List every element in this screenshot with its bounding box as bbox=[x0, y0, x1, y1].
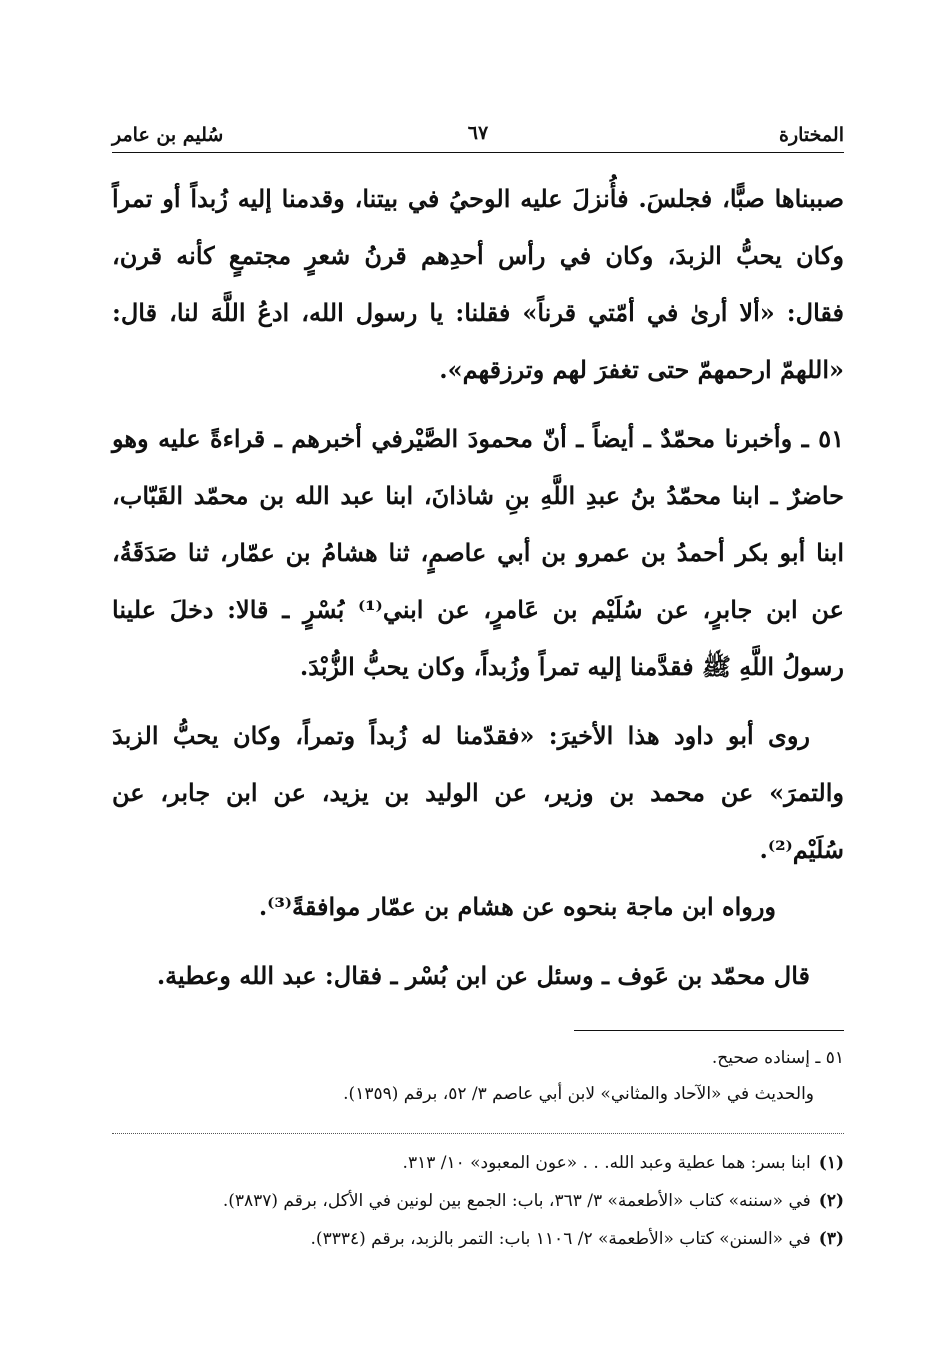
paragraph-ibn-majah: ورواه ابن ماجة بنحوه عن هشام بن عمّار موافقةً⁽³⁾. bbox=[258, 892, 776, 921]
footnote-number: (٣) bbox=[818, 1229, 844, 1249]
footnote-1 bbox=[112, 1146, 844, 1180]
footnote-number: (٢) bbox=[818, 1191, 844, 1211]
paragraph-1: صببناها صبًّا، فجلسَ. فأُنزلَ عليه الوحيُ في بيتنا، وقدمنا إليه زُبداً أو تمراً وكان يحبُّ الزبدَ، وكان في رأس أحدِهم قرنُ شعرٍ مجتمعٍ كأنه قرن، فقال: «ألا أرىٰ في أمّتي قرناً» فقلنا: يا رسول الله، ادعُ اللَّهَ لنا، قال: «اللهمّ ارحمهمّ حتى تغفرَ لهم وترزقهم». bbox=[112, 184, 844, 384]
footnote-2 bbox=[112, 1184, 844, 1218]
main-text bbox=[112, 170, 844, 1004]
source-line-1: ٥١ ـ إسناده صحيح. bbox=[711, 1048, 844, 1068]
footnote-text: في «السنن» كتاب «الأطعمة» ٢/ ١١٠٦ باب: التمر بالزبد، برقم (٣٣٣٤). bbox=[310, 1229, 811, 1249]
footnote-text: ابنا بسر: هما عطية وعبد الله. . . «عون المعبود» ١٠/ ٣١٣. bbox=[402, 1153, 811, 1173]
footnote-3 bbox=[112, 1222, 844, 1256]
source-line-2: والحديث في «الآحاد والمثاني» لابن أبي عاصم ٣/ ٥٢، برقم (١٣٥٩). bbox=[343, 1084, 814, 1104]
paragraph-ibn-awf: قال محمّد بن عَوف ـ وسئل عن ابن بُسْر ـ فقال: عبد الله وعطية. bbox=[156, 961, 810, 990]
footnotes bbox=[112, 1146, 844, 1260]
running-header bbox=[112, 112, 844, 146]
chapter-title: سُليم بن عامر bbox=[112, 124, 224, 146]
header-rule bbox=[112, 152, 844, 153]
source-notes bbox=[112, 1040, 844, 1112]
source-rule bbox=[574, 1030, 844, 1031]
footnote-number: (١) bbox=[818, 1153, 844, 1173]
book-title: المختارة bbox=[779, 124, 844, 146]
page-number: ٦٧ bbox=[467, 122, 489, 144]
footnote-separator bbox=[112, 1133, 844, 1134]
paragraph-51: ٥١ ـ وأخبرنا محمّدٌ ـ أيضاً ـ أنّ محمودَ الصَّيْرفي أخبرهم ـ قراءةً عليه وهو حاضرٌ ـ ابنا محمّدُ بنُ عبدِ اللَّهِ بنِ شاذانَ، ابنا عبد الله بن محمّد القَبّاب، ابنا أبو بكر أحمدُ بن عمرو بن أبي عاصمٍ، ثنا هشامُ بن عمّار، ثنا صَدَقَةُ، عن ابن جابرٍ، عن سُلَيْم بن عَامرٍ، عن ابني⁽¹⁾ بُسْرٍ ـ قالا: دخلَ علينا رسولُ اللَّهِ ﷺ فقدَّمنا إليه تمراً وزُبداً، وكان يحبُّ الزُّبْدَ. bbox=[112, 424, 845, 681]
footnote-text: في «سننه» كتاب «الأطعمة» ٣/ ٣٦٣، باب: الجمع بين لونين في الأكل، برقم (٣٨٣٧). bbox=[222, 1191, 811, 1211]
paragraph-abu-dawud: روى أبو داود هذا الأخيرَ: «فقدّمنا له زُبداً وتمراً، وكان يحبُّ الزبدَ والتمرَ» عن محمد بن وزير، عن الوليد بن يزيد، عن ابن جابر، عن سُلَيْم⁽²⁾. bbox=[112, 721, 844, 864]
